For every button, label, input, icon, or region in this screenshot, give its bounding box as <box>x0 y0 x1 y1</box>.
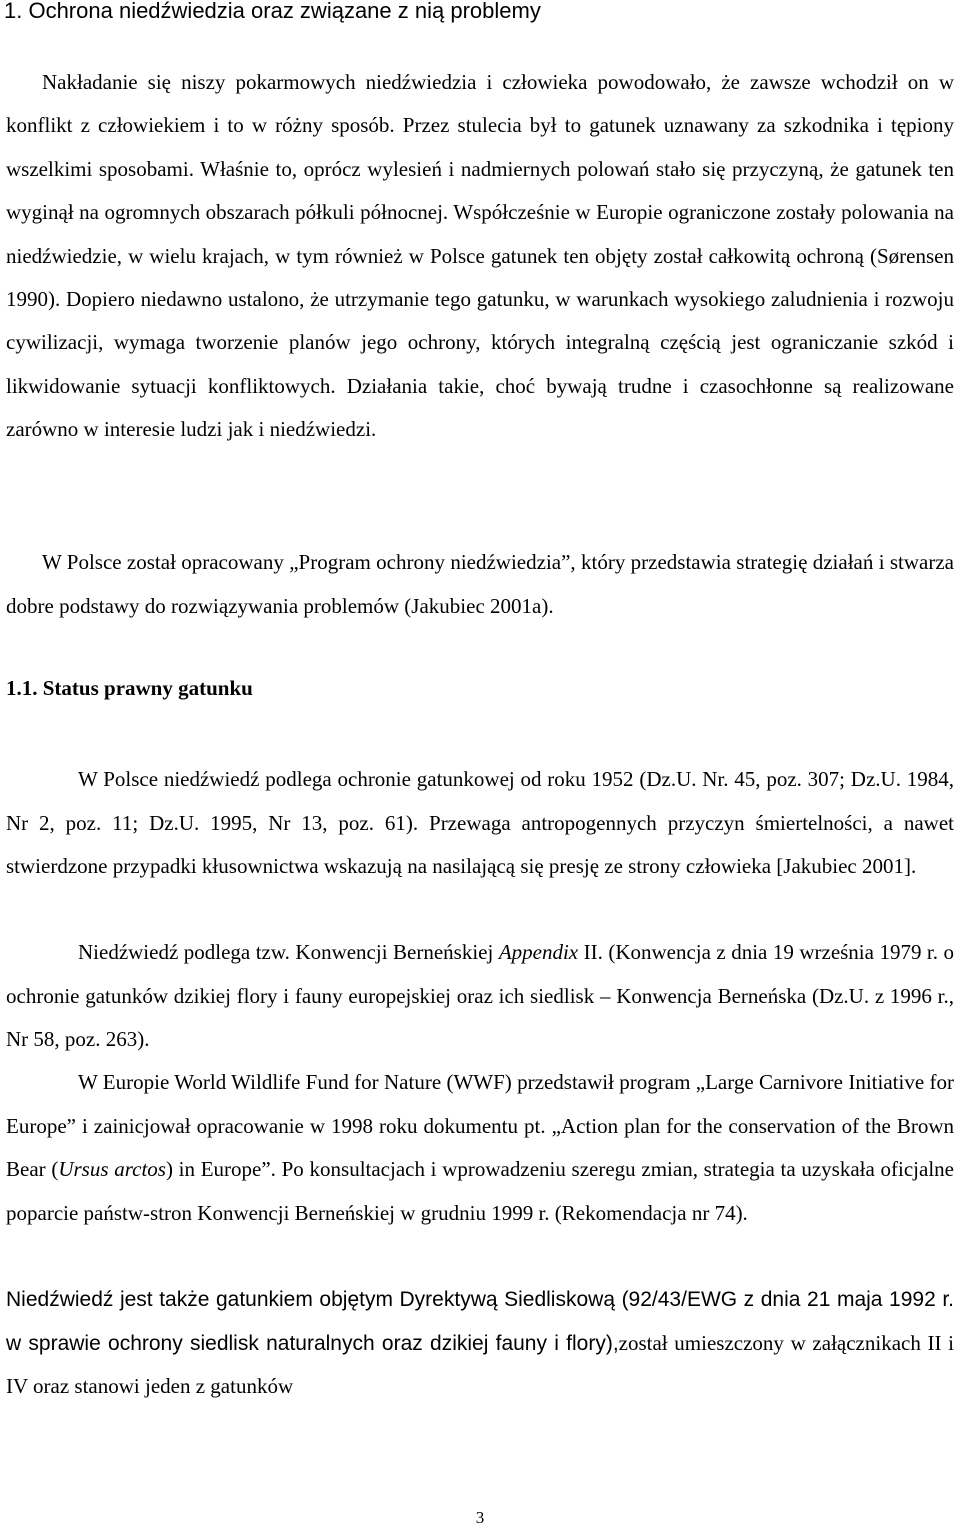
wwf-text-after: ) in Europe”. Po konsultacjach i wprowadzeniu szeregu zmian, strategia ta uzyskała oficjalne poparcie państw-stron Konwencji Berneńskiej w grudniu 1999 r. (Rekomendacja nr 74). <box>6 1157 954 1225</box>
wwf-text-before: W Europie World Wildlife Fund for Nature (WWF) przedstawił program „Large Carnivore Initiative for Europe” i zainicjował opracowanie w 1998 roku dokumentu pt. „Action plan for the conservation of the Brown Bear ( <box>6 1070 954 1182</box>
paragraph-protection-program: W Polsce został opracowany „Program ochrony niedźwiedzia”, który przedstawia strategię działań i stwarza dobre podstawy do rozwiązywania problemów (Jakubiec 2001a). <box>6 550 954 618</box>
paragraph-legal-protection: W Polsce niedźwiedź podlega ochronie gatunkowej od roku 1952 (Dz.U. Nr. 45, poz. 307; Dz.U. 1984, Nr 2, poz. 11; Dz.U. 1995, Nr 13, poz. 61). Przewaga antropogennych przyczyn śmiertelności, a nawet stwierdzone przypadki kłusownictwa wskazują na nasilającą się presję ze strony człowieka [Jakubiec 2001]. <box>6 767 954 879</box>
species-name-italic: Ursus arctos <box>58 1157 166 1182</box>
subsection-heading: 1.1. Status prawny gatunku <box>6 676 253 700</box>
page-number: 3 <box>475 1508 485 1527</box>
paragraph-conflict-history: Nakładanie się niszy pokarmowych niedźwiedzia i człowieka powodowało, że zawsze wchodził on w konflikt z człowiekiem i to w różny sposób. Przez stulecia był to gatunek uznawany za szkodnika i tępiony wszelkimi sposobami. Właśnie to, oprócz wylesień i nadmiernych polowań stało się przyczyną, że gatunek ten wyginął na ogromnych obszarach półkuli północnej. Współcześnie w Europie ograniczone zostały polowania na niedźwiedzie, w wielu krajach, w tym również w Polsce gatunek ten objęty został całkowitą ochroną (Sørensen 1990). Dopiero niedawno ustalono, że utrzymanie tego gatunku, w warunkach wysokiego zaludnienia i rozwoju cywilizacji, wymaga tworzenie planów jego ochrony, których integralną częścią jest ograniczanie szkód i likwidowanie sytuacji konfliktowych. Działania takie, choć bywają trudne i czasochłonne są realizowane zarówno w interesie ludzi jak i niedźwiedzi. <box>6 70 954 442</box>
paragraph-habitats-directive <box>6 1278 954 1409</box>
paragraph-bern-convention <box>6 931 954 1062</box>
bern-text-before: Niedźwiedź podlega tzw. Konwencji Berneńskiej <box>78 940 499 964</box>
section-heading: 1. Ochrona niedźwiedzia oraz związane z nią problemy <box>4 0 541 23</box>
bern-text-after: II. (Konwencja z dnia 19 września 1979 r. o ochronie gatunków dzikiej flory i fauny europejskiej oraz ich siedlisk – Konwencja Berneńska (Dz.U. z 1996 r., Nr 58, poz. 263). <box>6 940 954 1052</box>
bern-appendix-italic: Appendix <box>498 940 579 964</box>
paragraph-wwf-action-plan <box>6 1061 954 1235</box>
directive-text-sans: Niedźwiedź jest także gatunkiem objętym Dyrektywą Siedliskową (92/43/EWG z dnia 21 maja 1992 r. w sprawie ochrony siedlisk naturalnych oraz dzikiej fauny i flory), <box>6 1288 954 1355</box>
directive-text-serif: został umieszczony w załącznikach II i IV oraz stanowi jeden z gatunków <box>6 1330 954 1399</box>
